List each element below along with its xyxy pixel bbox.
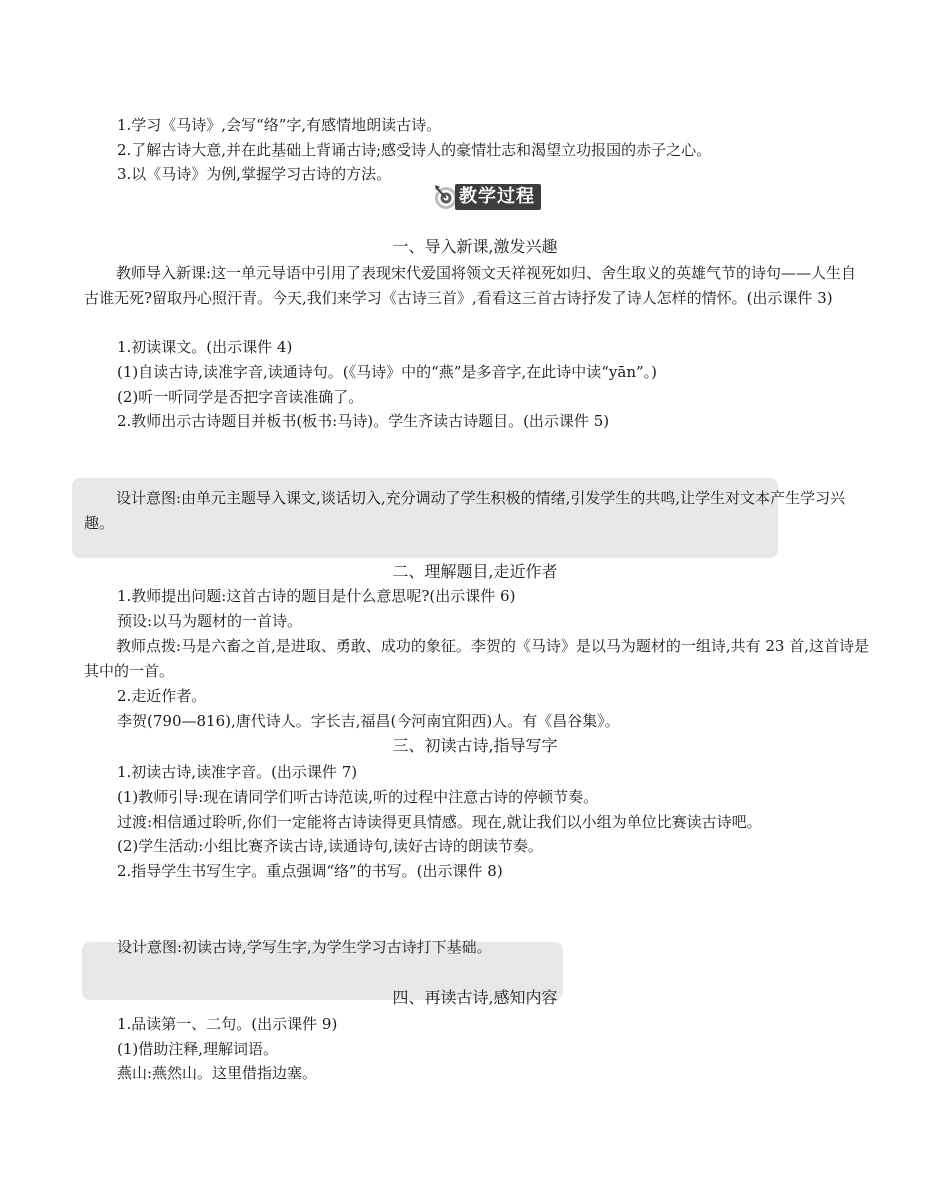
section-3-line-4: (2)学生活动:小组比赛齐读古诗,读通诗句,读好古诗的朗读节奏。 — [117, 837, 543, 855]
section-1-intro: 教师导入新课:这一单元导语中引用了表现宋代爱国将领文天祥视死如归、舍生取义的英雄气节的诗句——人生自古谁无死?留取丹心照汗青。今天,我们来学习《古诗三首》,看看这三首古诗抒发了诗人怎样的情怀。(出示课件 3) — [84, 264, 857, 307]
section-4-line-2: (1)借助注释,理解词语。 — [117, 1040, 279, 1058]
section-2-guide: 教师点拨:马是六畜之首,是进取、勇敢、成功的象征。李贺的《马诗》是以马为题材的一组诗,共有 23 首,这首诗是其中的一首。 — [84, 637, 869, 680]
teaching-process-badge — [431, 183, 541, 211]
objective-1: 1.学习《马诗》,会写“络”字,有感情地朗读古诗。 — [117, 116, 442, 134]
section-3-line-3: 过渡:相信通过聆听,你们一定能将古诗读得更具情感。现在,就让我们以小组为单位比赛读古诗吧。 — [117, 813, 762, 831]
objective-2: 2.了解古诗大意,并在此基础上背诵古诗;感受诗人的豪情壮志和渴望立功报国的赤子之心。 — [117, 141, 712, 159]
design-note-1: 设计意图:由单元主题导入课文,谈话切入,充分调动了学生积极的情绪,引发学生的共鸣,让学生对文本产生学习兴趣。 — [84, 489, 846, 532]
section-4-heading: 四、再读古诗,感知内容 — [392, 988, 558, 1007]
section-1-line-1: 1.初读课文。(出示课件 4) — [117, 338, 293, 356]
section-4-line-3: 燕山:燕然山。这里借指边塞。 — [117, 1064, 318, 1082]
design-note-2: 设计意图:初读古诗,学写生字,为学生学习古诗打下基础。 — [117, 938, 492, 956]
section-2-preset: 预设:以马为题材的一首诗。 — [117, 612, 303, 630]
section-1-line-3: (2)听一听同学是否把字音读准确了。 — [117, 388, 364, 406]
section-3-line-5: 2.指导学生书写生字。重点强调“络”的书写。(出示课件 8) — [117, 862, 503, 880]
teaching-process-title: 教学过程 — [455, 184, 541, 210]
section-1-heading: 一、导入新课,激发兴趣 — [392, 237, 558, 256]
section-3-line-2: (1)教师引导:现在请同学们听古诗范读,听的过程中注意古诗的停顿节奏。 — [117, 788, 599, 806]
section-1-line-2: (1)自读古诗,读准字音,读通诗句。(《马诗》中的“燕”是多音字,在此诗中读“yān”。) — [117, 363, 658, 381]
section-4-line-1: 1.品读第一、二句。(出示课件 9) — [117, 1015, 338, 1033]
objective-3: 3.以《马诗》为例,掌握学习古诗的方法。 — [117, 165, 392, 183]
section-3-line-1: 1.初读古诗,读准字音。(出示课件 7) — [117, 763, 358, 781]
section-2-question-2: 2.走近作者。 — [117, 687, 207, 705]
section-2-heading: 二、理解题目,走近作者 — [392, 562, 558, 581]
section-2-author: 李贺(790—816),唐代诗人。字长吉,福昌(今河南宜阳西)人。有《昌谷集》。 — [117, 712, 620, 730]
section-3-heading: 三、初读古诗,指导写字 — [392, 736, 558, 755]
section-1-line-4: 2.教师出示古诗题目并板书(板书:马诗)。学生齐读古诗题目。(出示课件 5) — [117, 412, 610, 430]
section-2-question-1: 1.教师提出问题:这首古诗的题目是什么意思呢?(出示课件 6) — [117, 587, 516, 605]
